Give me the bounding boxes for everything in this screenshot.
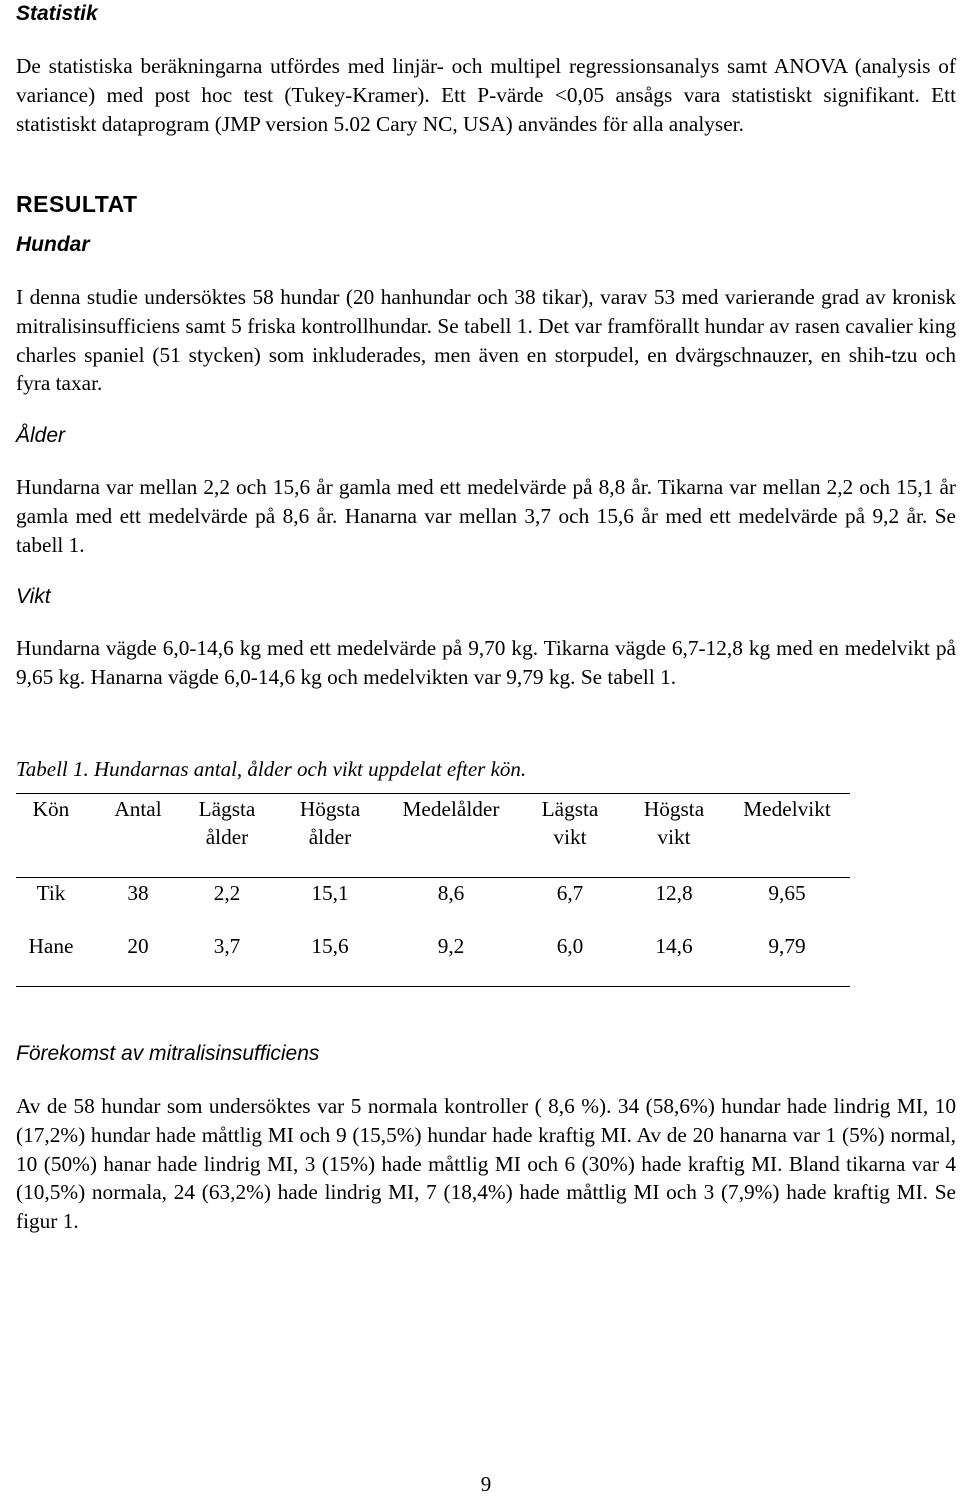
- table-header-rule: [16, 877, 850, 878]
- table-cell: Hane: [28, 934, 74, 958]
- table-caption: Tabell 1. Hundarnas antal, ålder och vikt uppdelat efter kön.: [16, 757, 527, 781]
- forekomst-paragraph: Av de 58 hundar som undersöktes var 5 normala kontroller ( 8,6 %). 34 (58,6%) hundar hade lindrig MI, 10 (17,2%) hundar hade måttlig MI och 9 (15,5%) hundar hade kraftig MI. Av de 20 hanarna var 1 (5%) normal, 10 (50%) hanar hade lindrig MI, 3 (15%) hade måttlig MI och 6 (30%) hade kraftig MI. Bland tikarna var 4 (10,5%) normala, 24 (63,2%) hade lindrig MI, 7 (18,4%) hade måttlig MI och 3 (7,9%) hade kraftig MI. Se figur 1.: [16, 1094, 956, 1234]
- header-antal: Antal: [114, 797, 162, 821]
- table-top-rule: [16, 793, 850, 794]
- table-cell: Tik: [36, 881, 66, 905]
- table-cell: 12,8: [655, 881, 693, 905]
- alder-heading: Ålder: [16, 424, 66, 447]
- table-cell: 9,65: [768, 881, 806, 905]
- header-hogsta-vikt: Högsta vikt: [643, 797, 705, 849]
- page-number: 9: [480, 1472, 492, 1496]
- header-hogsta-alder: Högsta ålder: [299, 797, 361, 849]
- statistik-paragraph: De statistiska beräkningarna utfördes med linjär- och multipel regressionsanalys samt ANOVA (analysis of variance) med post hoc test (Tukey-Kramer). Ett P-värde <0,05 ansågs vara statistiskt signifikant. Ett statistiskt dataprogram (JMP version 5.02 Cary NC, USA) användes för alla analyser.: [16, 54, 956, 136]
- header-lagsta-alder: Lägsta ålder: [198, 797, 256, 849]
- hundar-paragraph: I denna studie undersöktes 58 hundar (20 hanhundar och 38 tikar), varav 53 med varierande grad av kronisk mitralisinsufficiens samt 5 friska kontrollhundar. Se tabell 1. Det var framförallt hundar av rasen cavalier king charles spaniel (51 stycken) som inkluderades, men även en storpudel, en dvärgschnauzer, en shih-tzu och fyra taxar.: [16, 285, 956, 396]
- header-medelalder: Medelålder: [402, 797, 500, 821]
- vikt-paragraph: Hundarna vägde 6,0-14,6 kg med ett medelvärde på 9,70 kg. Tikarna vägde 6,7-12,8 kg med en medelvikt på 9,65 kg. Hanarna vägde 6,0-14,6 kg och medelvikten var 9,79 kg. Se tabell 1.: [16, 636, 956, 689]
- table-cell: 6,0: [556, 934, 584, 958]
- table-cell: 15,1: [311, 881, 349, 905]
- table-cell: 9,2: [437, 934, 465, 958]
- statistik-heading: Statistik: [16, 2, 98, 25]
- table-cell: 15,6: [311, 934, 349, 958]
- forekomst-heading: Förekomst av mitralisinsufficiens: [16, 1042, 320, 1065]
- table-cell: 9,79: [768, 934, 806, 958]
- table-cell: 20: [127, 934, 149, 958]
- table-cell: 6,7: [556, 881, 584, 905]
- alder-paragraph: Hundarna var mellan 2,2 och 15,6 år gamla med ett medelvärde på 8,8 år. Tikarna var mellan 2,2 och 15,1 år gamla med ett medelvärde på 8,6 år. Hanarna var mellan 3,7 och 15,6 år med ett medelvärde på 9,2 år. Se tabell 1.: [16, 475, 956, 557]
- header-medelvikt: Medelvikt: [743, 797, 831, 821]
- header-kon: Kön: [32, 797, 70, 821]
- table-bottom-rule: [16, 986, 850, 987]
- vikt-heading: Vikt: [16, 585, 51, 608]
- hundar-heading: Hundar: [16, 233, 90, 256]
- table-cell: 3,7: [213, 934, 241, 958]
- resultat-heading: RESULTAT: [16, 191, 138, 217]
- table-cell: 38: [127, 881, 149, 905]
- table-cell: 14,6: [655, 934, 693, 958]
- table-cell: 2,2: [213, 881, 241, 905]
- header-lagsta-vikt: Lägsta vikt: [541, 797, 599, 849]
- table-cell: 8,6: [437, 881, 465, 905]
